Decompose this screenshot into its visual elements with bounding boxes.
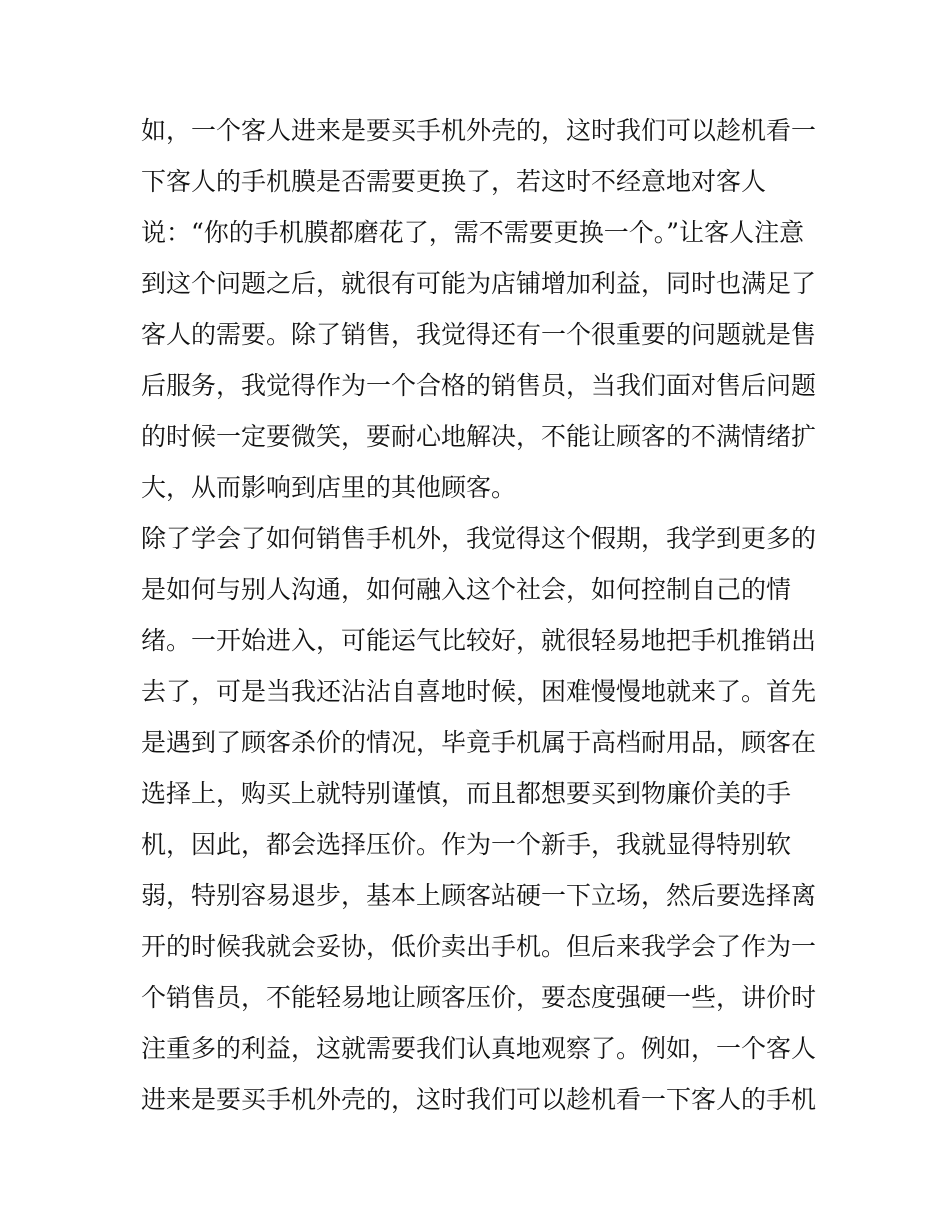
- text-line-15: 机，因此，都会选择压价。作为一个新手，我就显得特别软: [141, 830, 792, 859]
- text-line-1: 如，一个客人进来是要买手机外壳的，这时我们可以趁机看一: [141, 116, 817, 145]
- text-line-17: 开的时候我就会妥协，低价卖出手机。但后来我学会了作为一: [141, 932, 817, 961]
- text-line-3: 说：“你的手机膜都磨花了，需不需要更换一个。”让客人注意: [141, 218, 805, 247]
- text-line-11: 绪。一开始进入，可能运气比较好，就很轻易地把手机推销出: [141, 626, 817, 655]
- text-line-4: 到这个问题之后，就很有可能为店铺增加利益，同时也满足了: [141, 269, 817, 298]
- text-line-19: 注重多的利益，这就需要我们认真地观察了。例如，一个客人: [141, 1034, 817, 1063]
- text-line-12: 去了，可是当我还沾沾自喜地时候，困难慢慢地就来了。首先: [141, 677, 817, 706]
- text-line-8: 大，从而影响到店里的其他顾客。: [141, 473, 517, 502]
- text-line-13: 是遇到了顾客杀价的情况，毕竟手机属于高档耐用品，顾客在: [141, 728, 817, 757]
- text-line-14: 选择上，购买上就特别谨慎，而且都想要买到物廉价美的手: [141, 779, 792, 808]
- text-line-5: 客人的需要。除了销售，我觉得还有一个很重要的问题就是售: [141, 320, 817, 349]
- text-line-10: 是如何与别人沟通，如何融入这个社会，如何控制自己的情: [141, 575, 792, 604]
- text-line-20: 进来是要买手机外壳的，这时我们可以趁机看一下客人的手机: [141, 1085, 817, 1114]
- text-line-6: 后服务，我觉得作为一个合格的销售员，当我们面对售后问题: [141, 371, 817, 400]
- text-line-7: 的时候一定要微笑，要耐心地解决，不能让顾客的不满情绪扩: [141, 422, 817, 451]
- body-text: [141, 105, 821, 1125]
- text-line-2: 下客人的手机膜是否需要更换了，若这时不经意地对客人: [141, 167, 767, 196]
- text-line-18: 个销售员，不能轻易地让顾客压价，要态度强硬一些，讲价时: [141, 983, 817, 1012]
- text-line-16: 弱，特别容易退步，基本上顾客站硬一下立场，然后要选择离: [141, 881, 817, 910]
- text-line-9: 除了学会了如何销售手机外，我觉得这个假期，我学到更多的: [141, 524, 817, 553]
